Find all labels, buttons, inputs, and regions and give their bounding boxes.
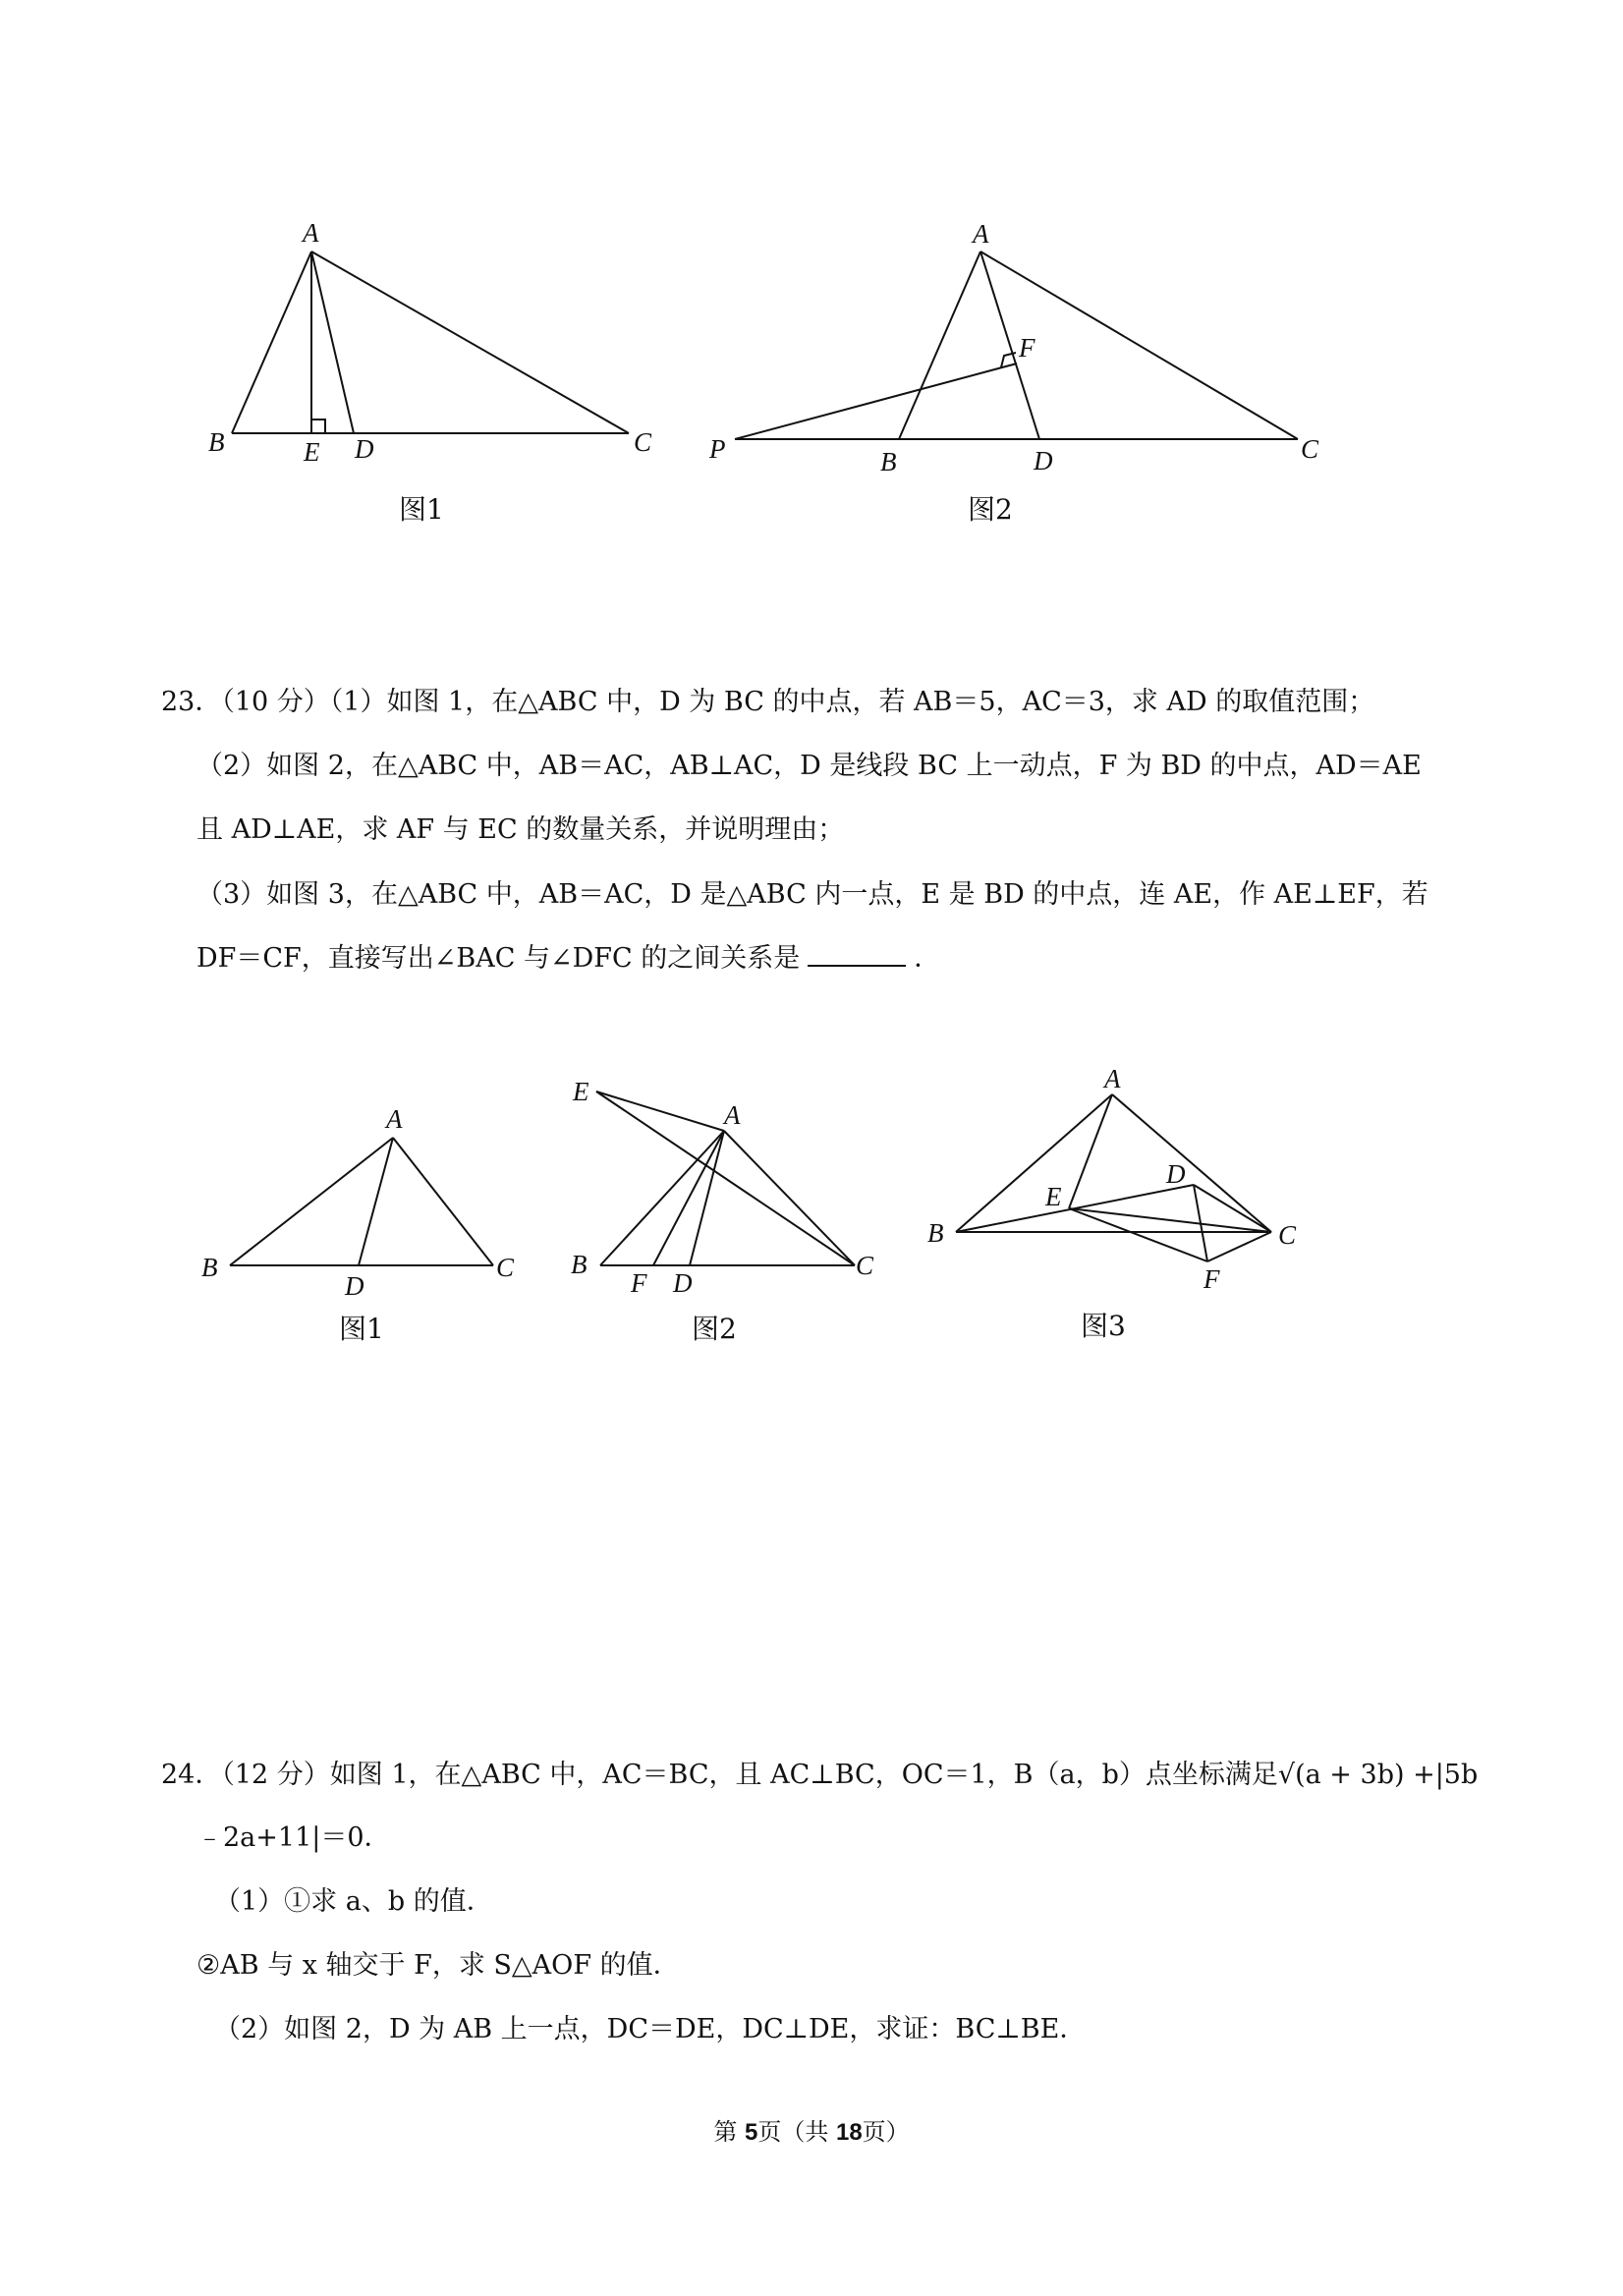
q24-line-4: ②AB 与 x 轴交于 F，求 S△AOF 的值． <box>196 1950 680 1981</box>
q23-figure-3-caption: 图3 <box>1081 1310 1126 1342</box>
q23-figure-1-caption: 图1 <box>339 1313 384 1345</box>
q24-line-2: ﹣2a+11|＝0． <box>196 1822 391 1853</box>
label-B: B <box>201 1253 218 1282</box>
footer-middle: 页（共 <box>757 2118 836 2146</box>
label-C: C <box>634 427 652 457</box>
top-figure-2-caption: 图2 <box>968 493 1013 526</box>
q23-line-4: （3）如图 3，在△ABC 中，AB＝AC，D 是△ABC 内一点，E 是 BD 的中点，连 AE，作 AE⊥EF，若 <box>196 879 1428 910</box>
q23-line-2: （2）如图 2，在△ABC 中，AB＝AC，AB⊥AC，D 是线段 BC 上一动点，F 为 BD 的中点，AD＝AE <box>196 751 1422 781</box>
q23-line-5-end: ． <box>914 943 941 974</box>
top-figure-1-caption: 图1 <box>399 493 444 526</box>
footer-prefix: 第 <box>713 2118 745 2146</box>
page-total: 18 <box>835 2119 863 2146</box>
q24-line-5: （2）如图 2，D 为 AB 上一点，DC＝DE，DC⊥DE，求证：BC⊥BE． <box>214 2014 1087 2044</box>
label-C: C <box>1301 434 1319 464</box>
label-D: D <box>673 1268 693 1298</box>
label-D: D <box>345 1271 364 1301</box>
q23-figure-2-caption: 图2 <box>692 1313 737 1345</box>
label-A: A <box>973 219 989 249</box>
label-C: C <box>496 1253 515 1282</box>
label-A: A <box>386 1104 403 1134</box>
label-E: E <box>573 1077 589 1106</box>
label-B: B <box>927 1218 944 1248</box>
label-C: C <box>1278 1220 1297 1250</box>
label-P: P <box>709 434 726 464</box>
label-F: F <box>631 1268 647 1298</box>
label-A: A <box>724 1100 741 1130</box>
label-D: D <box>1166 1159 1186 1189</box>
label-B: B <box>880 447 897 476</box>
label-E: E <box>1045 1182 1062 1211</box>
label-F: F <box>1019 333 1035 363</box>
label-F: F <box>1203 1264 1220 1294</box>
label-E: E <box>304 437 320 467</box>
q23-line-3: 且 AD⊥AE，求 AF 与 EC 的数量关系，并说明理由； <box>196 814 845 845</box>
label-A: A <box>303 218 319 248</box>
q23-line-5-text: DF＝CF，直接写出∠BAC 与∠DFC 的之间关系是 <box>196 943 801 974</box>
label-D: D <box>1034 446 1053 476</box>
q24-line-3: （1）①求 a、b 的值． <box>214 1886 493 1917</box>
label-C: C <box>856 1251 874 1280</box>
q24-line-1: 24．（12 分）如图 1，在△ABC 中，AC＝BC，且 AC⊥BC，OC＝1，B（a，b）点坐标满足√(a + 3b) +|5b <box>161 1760 1479 1790</box>
page-number: 5 <box>744 2119 758 2146</box>
q23-line-1: 23．（10 分）（1）如图 1，在△ABC 中，D 为 BC 的中点，若 AB＝5，AC＝3，求 AD 的取值范围； <box>161 687 1375 717</box>
footer-suffix: 页） <box>862 2118 910 2146</box>
label-A: A <box>1104 1064 1121 1093</box>
label-B: B <box>208 427 225 457</box>
page-footer <box>0 2112 1623 2147</box>
label-B: B <box>571 1250 588 1279</box>
label-D: D <box>355 434 374 464</box>
